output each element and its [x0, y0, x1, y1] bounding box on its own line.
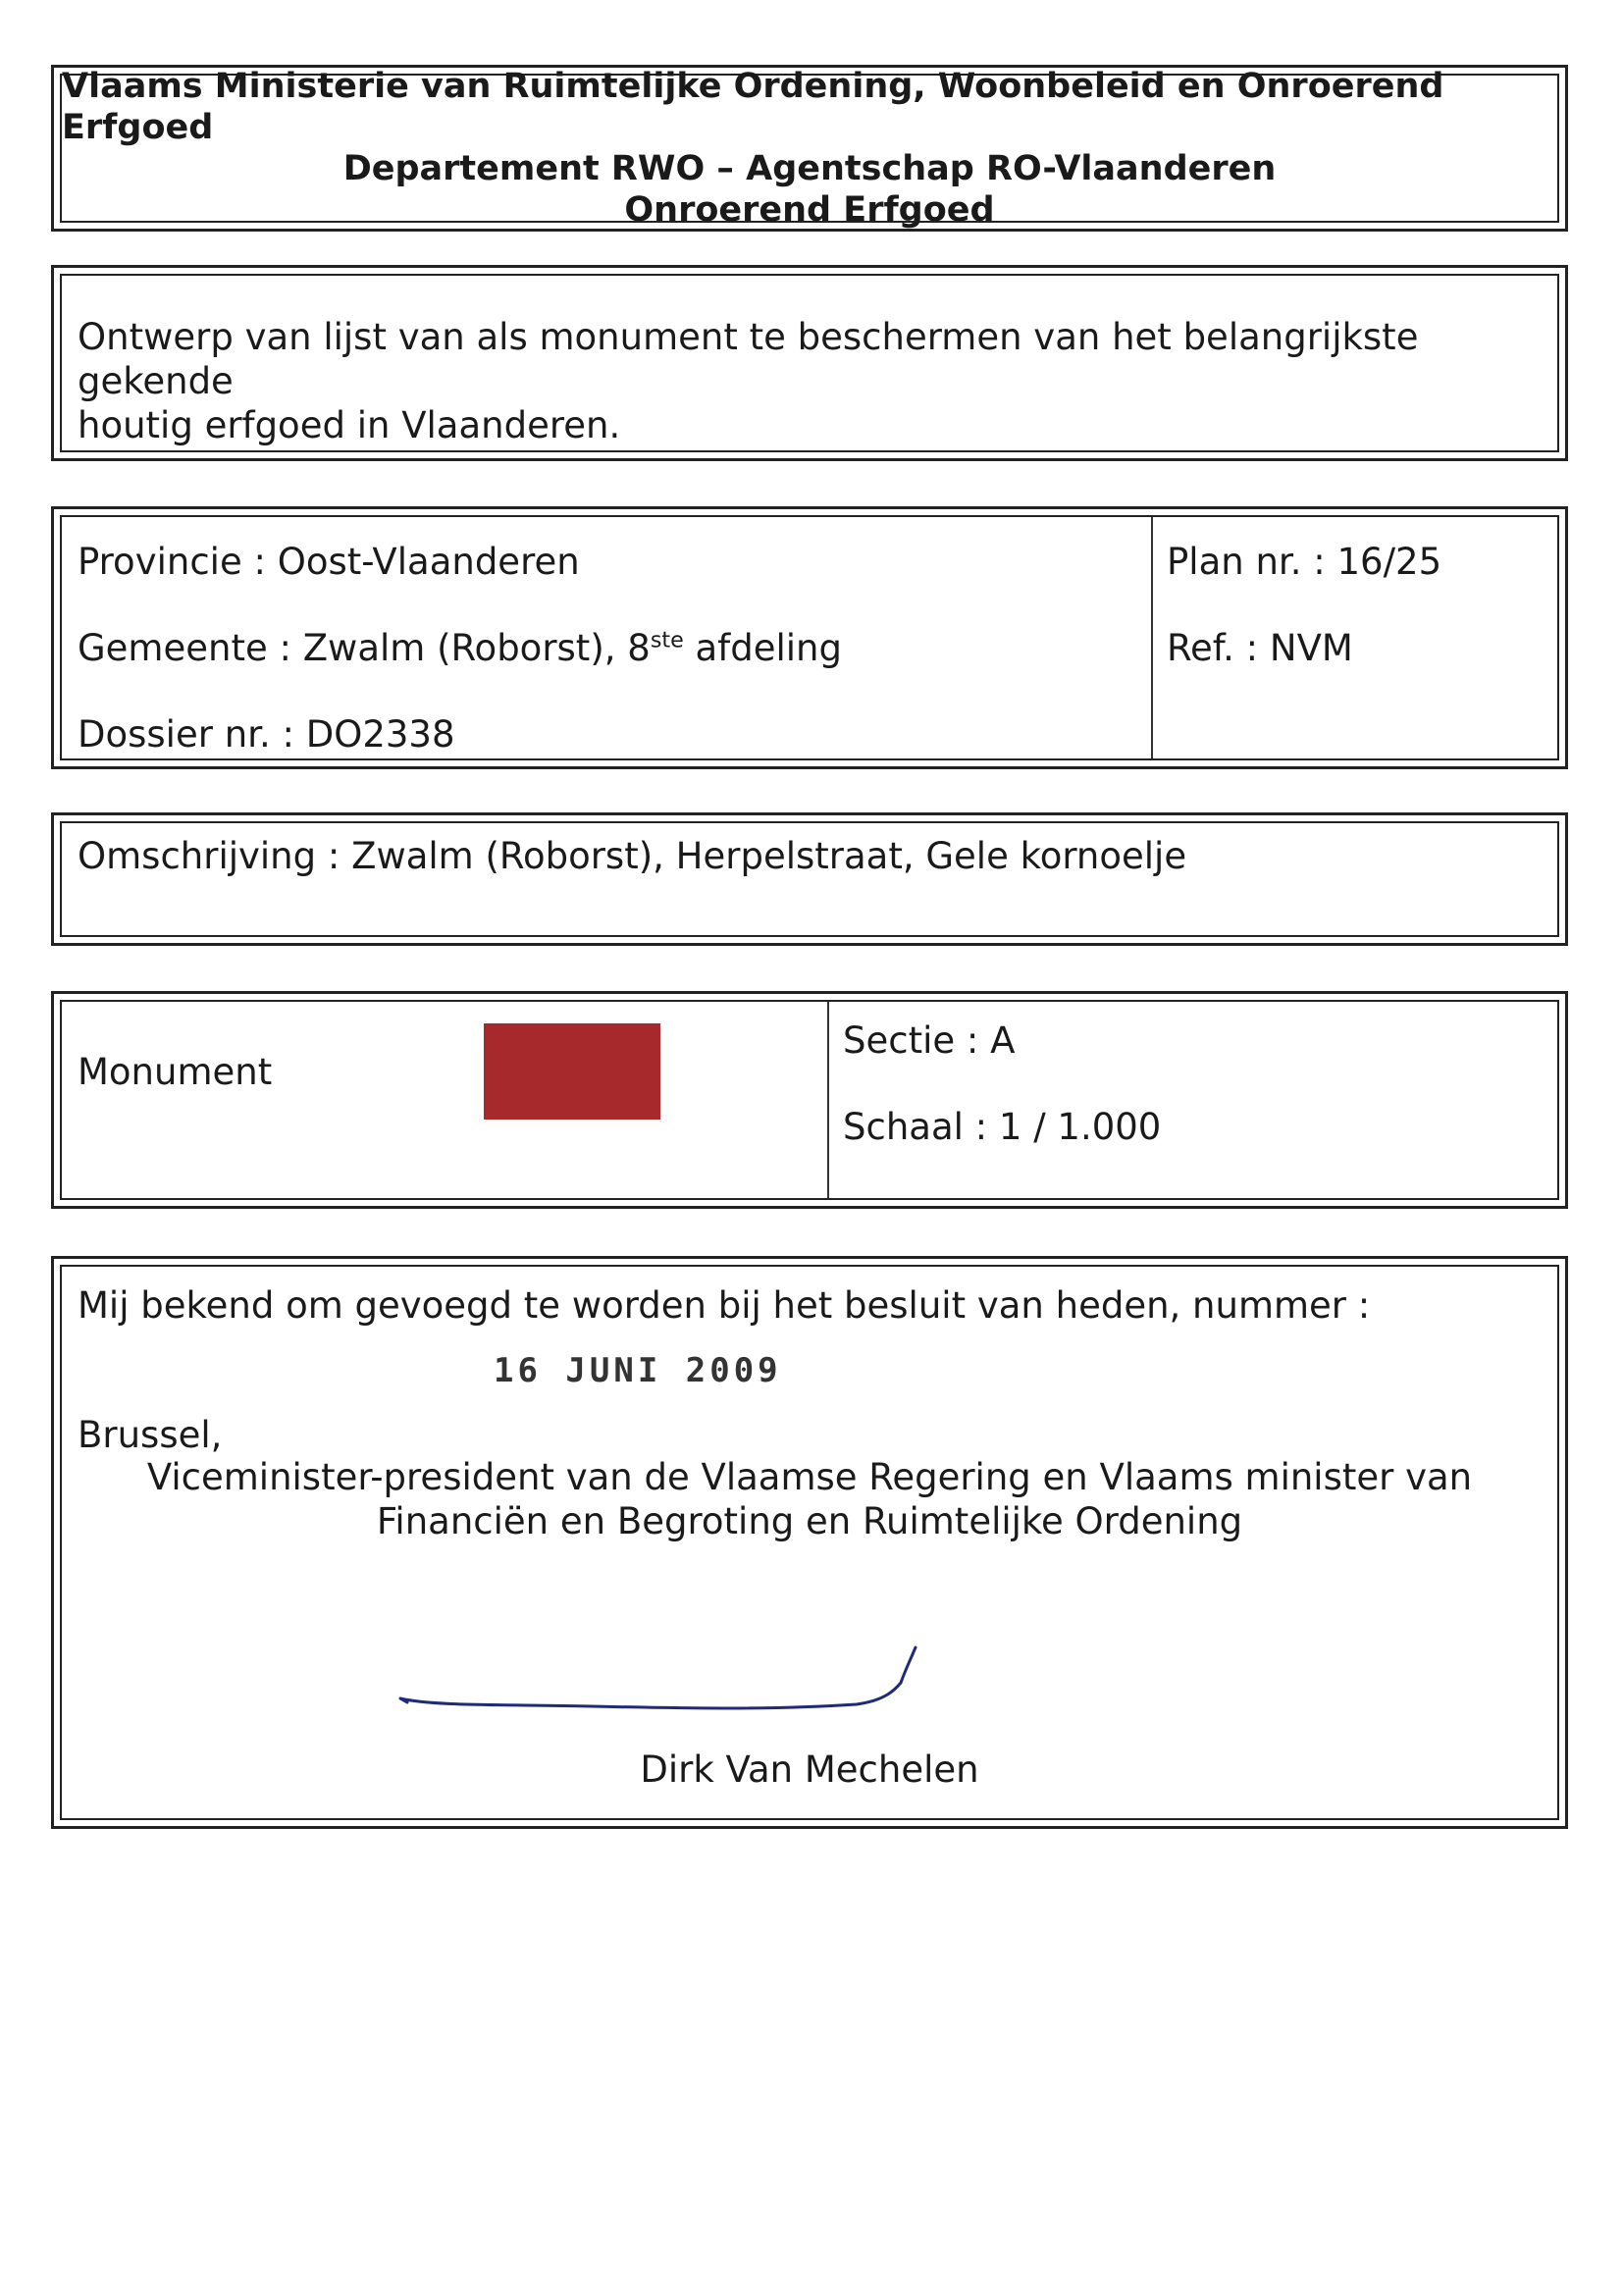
header-box	[51, 65, 1568, 232]
description-box	[51, 812, 1568, 946]
title-box	[51, 265, 1568, 461]
date-stamp: 16 JUNI 2009	[494, 1351, 782, 1390]
header-inner	[60, 67, 1559, 230]
title-line-2: houtig erfgoed in Vlaanderen.	[78, 404, 621, 446]
gemeente-ordinal: ste	[650, 627, 684, 653]
monument-legend-swatch	[484, 1023, 660, 1120]
role-line-2: Financiën en Begroting en Ruimtelijke Ordening	[376, 1500, 1243, 1542]
document-title	[78, 315, 1557, 447]
monument-label: Monument	[78, 1051, 273, 1093]
schaal-field: Schaal : 1 / 1.000	[843, 1106, 1162, 1148]
ref-field: Ref. : NVM	[1167, 627, 1353, 669]
omschrijving-field: Omschrijving : Zwalm (Roborst), Herpelstraat, Gele kornoelje	[78, 835, 1187, 877]
info-divider	[1151, 517, 1153, 758]
decision-box	[51, 1256, 1568, 1829]
info-inner	[60, 515, 1559, 760]
place-label: Brussel,	[78, 1414, 223, 1456]
monument-box	[51, 991, 1568, 1209]
title-line-1: Ontwerp van lijst van als monument te beschermen van het belangrijkste gekende	[78, 316, 1419, 402]
role-line-1: Viceminister-president van de Vlaamse Regering en Vlaams minister van	[146, 1456, 1473, 1498]
plan-field: Plan nr. : 16/25	[1167, 541, 1442, 583]
gemeente-field	[78, 627, 842, 670]
signature-image	[395, 1640, 965, 1728]
decision-statement: Mij bekend om gevoegd te worden bij het besluit van heden, nummer :	[78, 1284, 1371, 1327]
monument-divider	[827, 1002, 829, 1198]
info-box	[51, 506, 1568, 769]
sectie-field: Sectie : A	[843, 1019, 1016, 1062]
title-inner	[60, 274, 1559, 452]
decision-inner	[60, 1265, 1559, 1820]
provincie-field: Provincie : Oost-Vlaanderen	[78, 541, 580, 583]
monument-inner	[60, 1000, 1559, 1200]
ministry-name: Vlaams Ministerie van Ruimtelijke Ordening, Woonbeleid en Onroerend Erfgoed	[62, 67, 1444, 147]
gemeente-prefix: Gemeente : Zwalm (Roborst), 8	[78, 627, 651, 669]
dossier-field: Dossier nr. : DO2338	[78, 713, 455, 756]
agency-name: Onroerend Erfgoed	[624, 190, 995, 230]
gemeente-suffix: afdeling	[683, 627, 842, 669]
description-inner	[60, 821, 1559, 937]
department-name: Departement RWO – Agentschap RO-Vlaanderen	[342, 149, 1277, 188]
signer-name: Dirk Van Mechelen	[640, 1748, 979, 1791]
